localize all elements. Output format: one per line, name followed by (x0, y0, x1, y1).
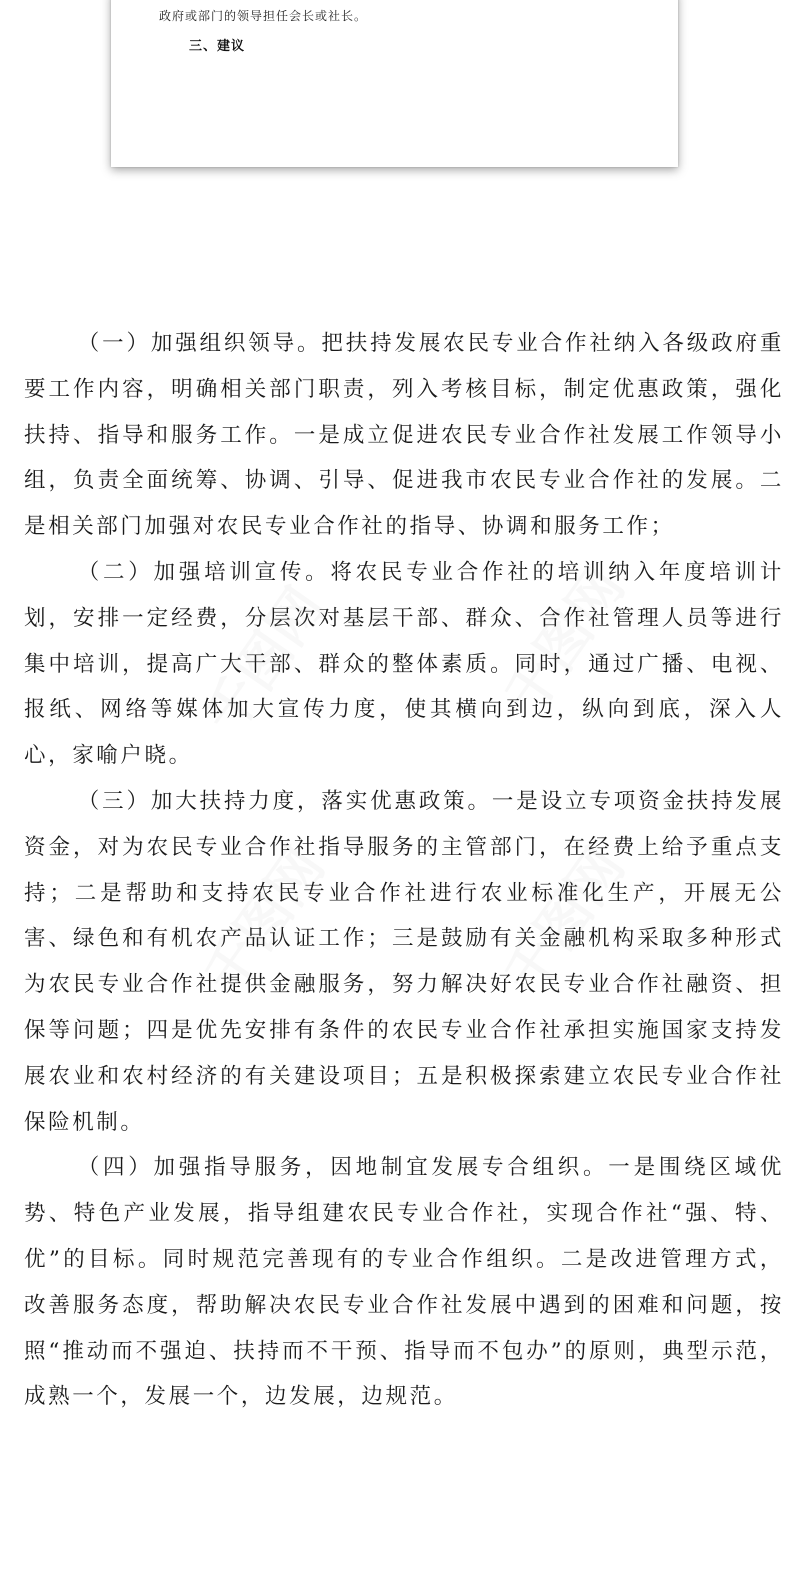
paragraph-guidance: （四）加强指导服务，因地制宜发展专合组织。一是围绕区域优势、特色产业发展，指导组建农民专业合作社，实现合作社“强、特、优”的目标。同时规范完善现有的专业合作组织。二是改进管理方式，改善服务态度，帮助解决农民专业合作社发展中遇到的困难和问题，按照“推动而不强迫、扶持而不干预、指导而不包办”的原则，典型示范，成熟一个，发展一个，边发展，边规范。 (24, 1155, 784, 1410)
watermark-3: 千图网 (192, 836, 337, 1006)
watermark-1: 千图网 (192, 576, 337, 746)
watermark-2: 千图网 (492, 556, 637, 726)
document-body (24, 321, 784, 1420)
watermark-4: 千图网 (492, 836, 637, 1006)
paragraph-training: （二）加强培训宣传。将农民专业合作社的培训纳入年度培训计划，安排一定经费，分层次对基层干部、群众、合作社管理人员等进行集中培训，提高广大干部、群众的整体素质。同时，通过广播、电视、报纸、网络等媒体加大宣传力度，使其横向到边，纵向到底，深入人心，家喻户晓。 (24, 559, 784, 769)
paragraph-support: （三）加大扶持力度，落实优惠政策。一是设立专项资金扶持发展资金，对为农民专业合作社指导服务的主管部门，在经费上给予重点支持；二是帮助和支持农民专业合作社进行农业标准化生产，开展无公害、绿色和有机农产品认证工作；三是鼓励有关金融机构采取多种形式为农民专业合作社提供金融服务，努力解决好农民专业合作社融资、担保等问题；四是优先安排有条件的农民专业合作社承担实施国家支持发展农业和农村经济的有关建设项目；五是积极探索建立农民专业合作社保险机制。 (24, 788, 784, 1135)
document-page-preview (111, 0, 678, 167)
preview-section-heading: 三、建议 (189, 39, 246, 54)
preview-text-line: 政府或部门的领导担任会长或社长。 (159, 9, 368, 23)
paragraph-organization: （一）加强组织领导。把扶持发展农民专业合作社纳入各级政府重要工作内容，明确相关部门职责，列入考核目标，制定优惠政策，强化扶持、指导和服务工作。一是成立促进农民专业合作社发展工作领导小组，负责全面统筹、协调、引导、促进我市农民专业合作社的发展。二是相关部门加强对农民专业合作社的指导、协调和服务工作； (24, 331, 784, 540)
